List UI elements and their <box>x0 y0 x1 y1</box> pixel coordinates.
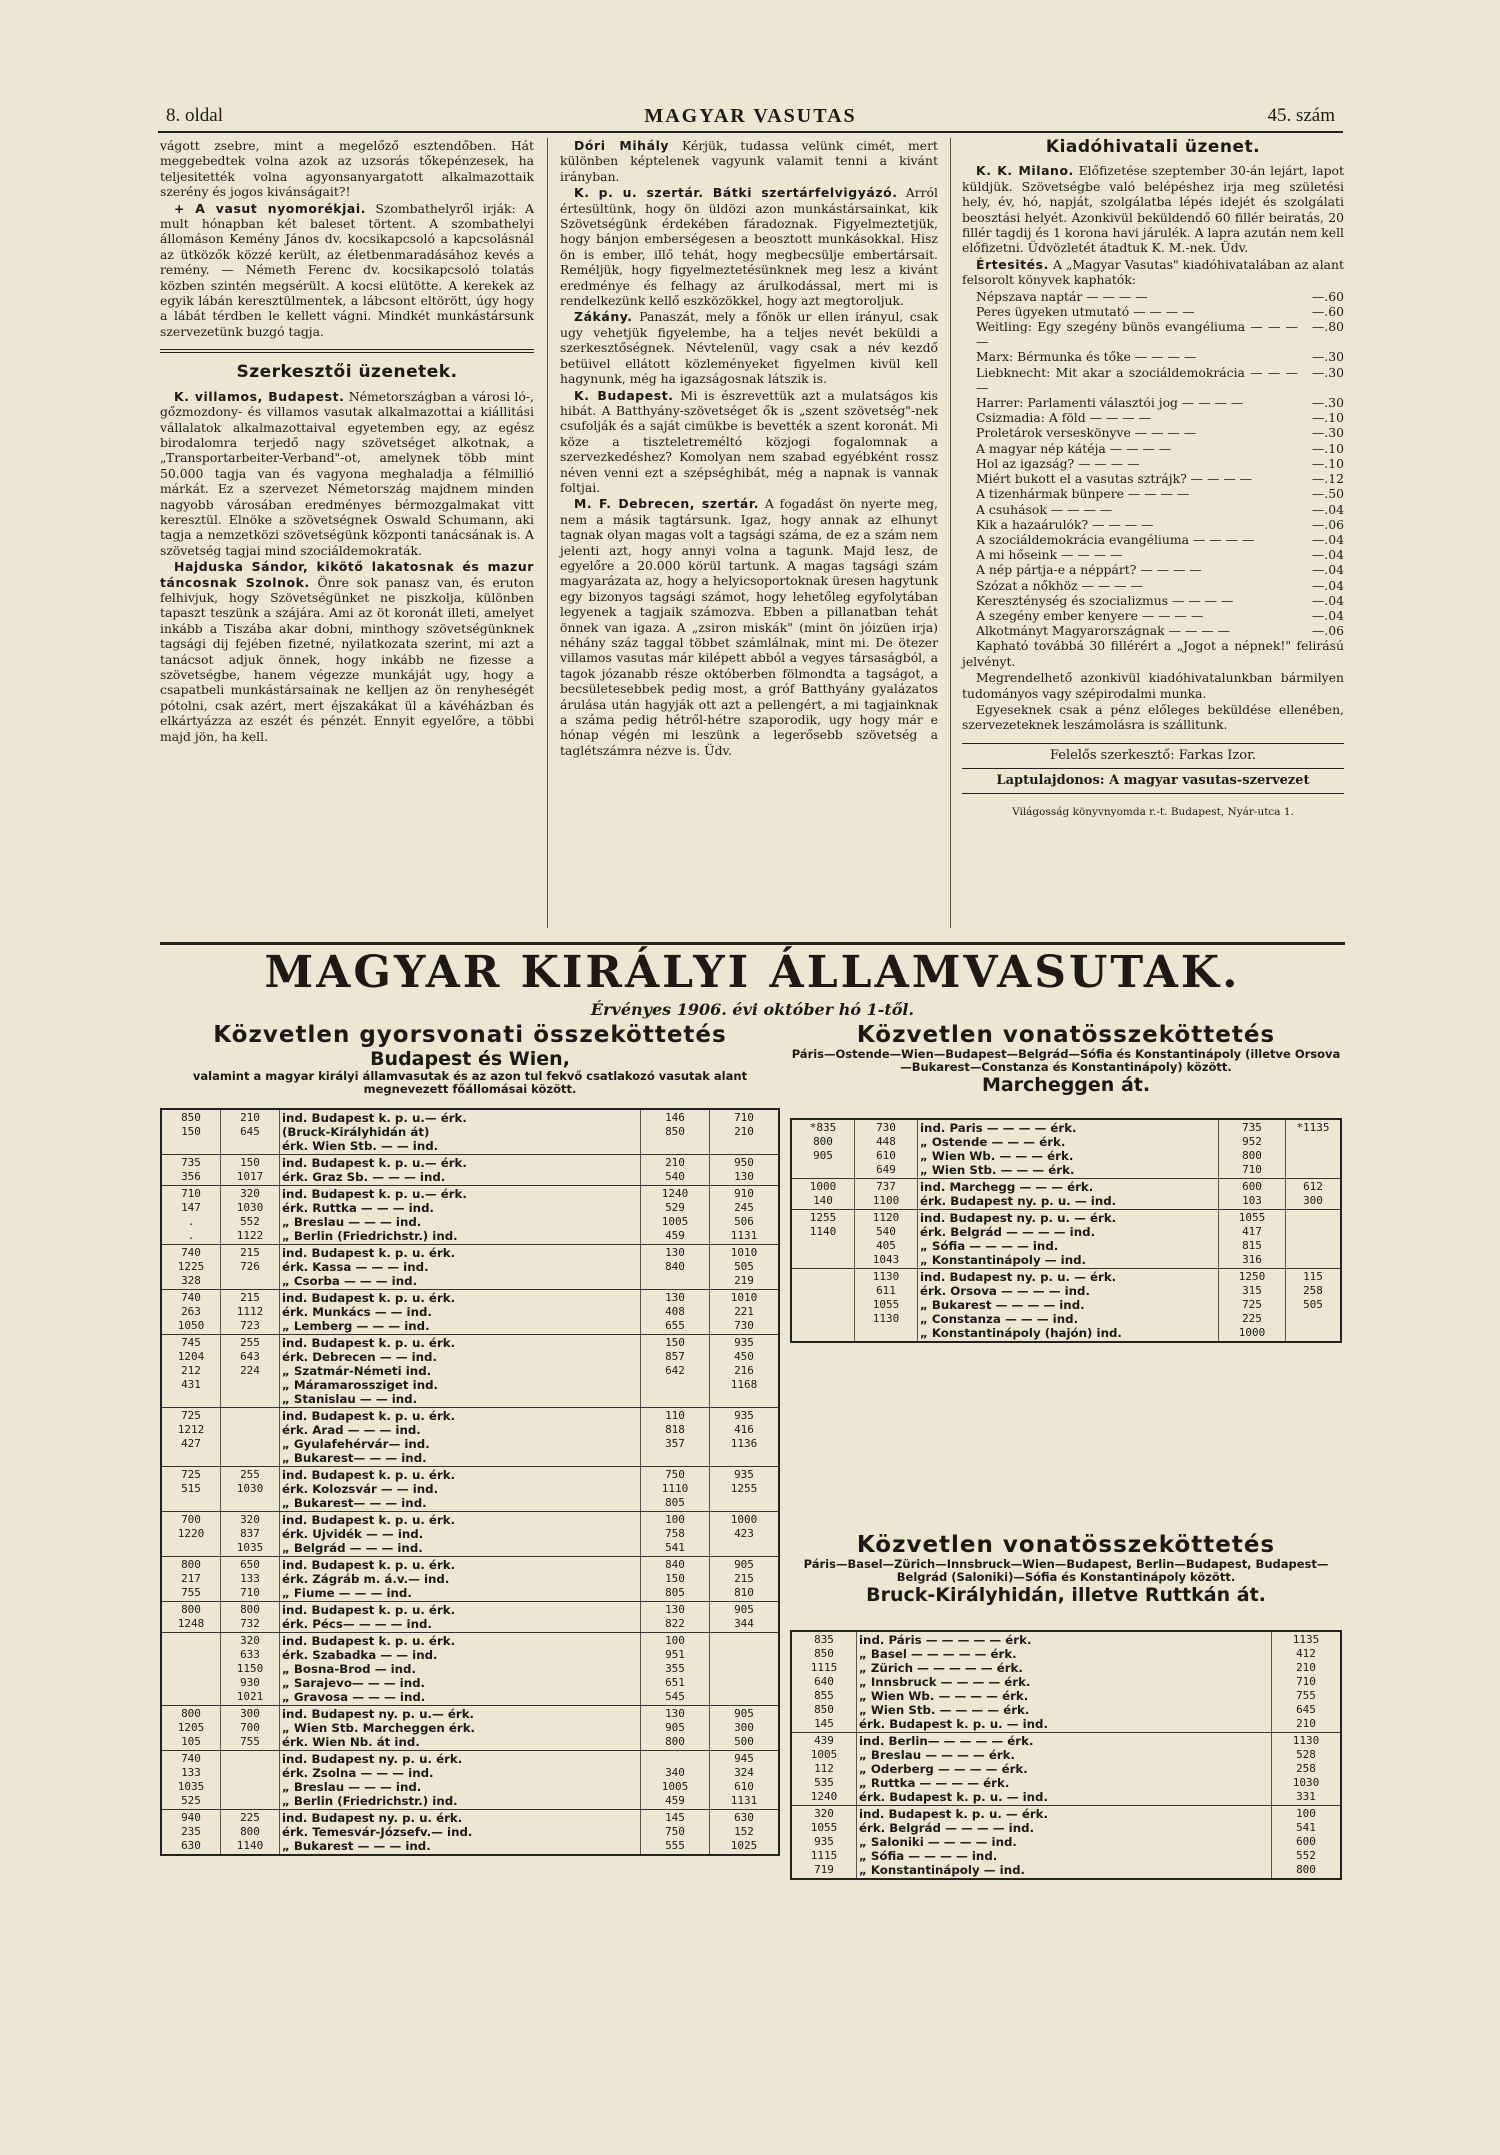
book-price: —.30 <box>1311 395 1344 411</box>
station-names: ind. Budapest k. p. u. érk. érk. Kassa — — — ind. „ Csorba — — — ind. <box>280 1245 641 1289</box>
times-b: 730 448 610 649 <box>855 1120 918 1178</box>
right-timetable-note: Páris—Ostende—Wien—Budapest—Belgrád—Sófia és Konstantinápoly (illetve Orsova—Bukarest—Constanza és Konstantinápoly) között. <box>791 1047 1341 1074</box>
book-title: A csuhások — — — — <box>976 501 1113 517</box>
station-names: ind. Budapest k. p. u. érk. érk. Pécs— — — — ind. <box>280 1602 641 1632</box>
timetable-row <box>162 1155 778 1186</box>
message-5-text: Panaszát, mely a főnök ur ellen irányul, csak ugy vehetjük figyelembe, ha a teljes nevét beküldi a szerkesztőségnek. Névtelenül, vagy csak a név kezdő betüivel ellátott közleményeket figyelmen kivül kell hagynunk, még ha igazságosnak látszik is. <box>560 309 938 387</box>
times-b: 1130 528 258 1030 331 <box>1292 1734 1320 1803</box>
timetable-row <box>162 1512 778 1557</box>
accident-article <box>160 201 534 340</box>
station-names: ind. Budapest k. p. u. érk. érk. Kolozsvár — — ind. „ Bukarest— — — ind. <box>280 1467 641 1511</box>
book-price: —.30 <box>1311 364 1344 380</box>
book-item <box>976 395 1344 410</box>
timetable-row <box>792 1269 1340 1341</box>
departure-times-b: 320 1030 552 1122 <box>221 1186 280 1244</box>
right-timetable-header <box>790 1022 1342 1096</box>
departure-times-a: 940 235 630 <box>162 1810 221 1854</box>
arrival-times-c: 1240 529 1005 459 <box>641 1186 710 1244</box>
timetable-row <box>162 1810 778 1854</box>
book-price: —.50 <box>1311 486 1344 502</box>
arrival-times-d: 935 416 1136 <box>730 1409 758 1450</box>
timetable-row <box>162 1408 778 1467</box>
departure-times-a: 800 217 755 <box>162 1557 221 1601</box>
intro-paragraph: vágott zsebre, mint a megelőző esztendőben. Hát meggebedtek volna azok az uzsorás tőkepénzesek, ha teljesitették volna agyonsanyargatott alkalmazottaik szerény és jogos kivánságait?! <box>160 138 534 200</box>
times-d: 115 258 505 <box>1303 1270 1323 1311</box>
left-timetable-grid <box>160 1108 780 1856</box>
times-a: 320 1055 935 1115 719 <box>792 1806 857 1878</box>
tail-2: Megrendelhető azonkivül kiadóhivatalunkban bármilyen tudományos vagy szépirodalmi munka. <box>962 670 1344 701</box>
arrival-times-d: 905 300 500 <box>734 1707 754 1748</box>
notice-text: A „Magyar Vasutas" kiadóhivatalában az alant felsorolt könyvek kaphatók: <box>962 256 1344 288</box>
book-title: A tizenhármak bünpere — — — — <box>976 486 1190 502</box>
times-a: 1255 1140 <box>792 1210 855 1268</box>
arrival-times-d: 910 245 506 1131 <box>730 1187 758 1242</box>
right2-timetable-title: Közvetlen vonatösszeköttetés <box>856 1532 1276 1558</box>
timetable-row <box>162 1290 778 1335</box>
message-2-title: Hajduska Sándor, kikötő lakatosnak és mazur táncosnak Szolnok. <box>160 559 534 590</box>
station-names: ind. Budapest ny. p. u. érk. érk. Temesvár-Józsefv.— ind. „ Bukarest — — — ind. <box>280 1810 641 1854</box>
book-price: —.04 <box>1311 607 1344 623</box>
message-5 <box>560 309 938 386</box>
times-b: 1120 540 405 1043 <box>855 1210 918 1268</box>
arrival-times-c: 100 758 541 <box>641 1512 710 1556</box>
departure-times-a: 725 515 <box>162 1467 221 1511</box>
book-title: A szegény ember kenyere — — — — <box>976 607 1204 623</box>
accident-text: Szombathelyről irják: A mult hónapban két baleset törtent. A szombathelyi állomáson Kemény János dv. kocsikapcsoló a kapcsolásnál az ütközők közzé került, az életbenmaradásához kevés a remény. — Németh Ferenc dv. kocsikapcsoló tolatás közben szintén megsérült. A kocsi elütötte. A kerekek az egyik lábán keresztülmentek, a lábcsont eltörött, úgy hogy a lábát térdben le kellett vágni. Mindkét munkástársunk szervezetünk buzgó tagja. <box>160 200 534 339</box>
station-names: ind. Budapest ny. p. u. — érk. érk. Orsova — — — — ind. „ Bukarest — — — — ind. „ Constanza — — — ind. „ Konstantinápoly (hajón) ind. <box>918 1269 1219 1341</box>
book-item <box>976 547 1344 562</box>
book-price: —.06 <box>1311 623 1344 639</box>
book-title: Csizmadia: A föld — — — — <box>976 410 1152 426</box>
station-names: ind. Budapest k. p. u. érk. érk. Munkács — — ind. „ Lemberg — — — ind. <box>280 1290 641 1334</box>
timetable-row <box>162 1602 778 1633</box>
timetable-row <box>792 1806 1340 1878</box>
message-5-title: Zákány. <box>574 309 633 325</box>
timetable-row <box>792 1179 1340 1210</box>
departure-times-b: 215 726 <box>221 1245 280 1289</box>
times-a <box>792 1269 855 1341</box>
departure-times-b: 800 732 <box>221 1602 280 1632</box>
times-c: 1055 417 815 316 <box>1219 1210 1286 1268</box>
times-b: 1130 611 1055 1130 <box>855 1269 918 1341</box>
book-item <box>976 623 1344 638</box>
departure-times-a <box>162 1633 221 1705</box>
book-item <box>976 319 1344 349</box>
departure-times-b: 210 645 <box>221 1110 280 1154</box>
station-names: ind. Budapest k. p. u. érk. érk. Arad — — — ind. „ Gyulafehérvár— ind. „ Bukarest— — — ind. <box>280 1408 641 1466</box>
message-6-text: Mi is észrevettük azt a mulatságos kis hibát. A Batthyány-szövetséget ők is „szent szövetség"-nek csufolják és a saját cimükbe is bevették a szent koronát. Mi köze a tiszteletreméltó közjogi fogalomnak a szervezkedéshez? Komolyan nem szabad egyébként rossz néven venni ezt a szépséghibát, még a napnak is vannak foltjai. <box>560 387 938 495</box>
book-item <box>976 471 1344 486</box>
times-d: 612 300 <box>1303 1180 1323 1207</box>
message-4 <box>560 185 938 308</box>
times-c: 600 103 <box>1219 1179 1286 1209</box>
message-1-title: K. villamos, Budapest. <box>174 388 345 404</box>
book-price: —.04 <box>1311 577 1344 593</box>
arrival-times-c: 750 1110 805 <box>641 1467 710 1511</box>
arrival-times-d: 1010 221 730 <box>730 1291 758 1332</box>
times-b: 737 1100 <box>855 1179 918 1209</box>
departure-times-a: 710 147 . . <box>162 1186 221 1244</box>
book-item <box>976 410 1344 425</box>
book-item <box>976 593 1344 608</box>
left-timetable-note: valamint a magyar királyi államvasutak és az azon tul fekvő csatlakozó vasutak alant megnevezett főállomásai között. <box>192 1069 748 1096</box>
arrival-times-c: 130 408 655 <box>641 1290 710 1334</box>
timetable-row <box>162 1186 778 1245</box>
newspaper-title: MAGYAR VASUTAS <box>644 105 857 127</box>
book-item <box>976 365 1344 395</box>
message-3 <box>560 138 938 184</box>
book-item <box>976 502 1344 517</box>
book-title: Marx: Bérmunka és tőke — — — — <box>976 349 1197 365</box>
departure-times-b: 650 133 710 <box>221 1557 280 1601</box>
arrival-times-d: 945 324 610 1131 <box>730 1752 758 1807</box>
message-3-text: Kérjük, tudassa velünk cimét, mert különben képtelenek vagyunk valamit tenni a kivánt irányban. <box>560 138 938 184</box>
times-a: *835 800 905 <box>792 1120 855 1178</box>
book-item <box>976 562 1344 577</box>
book-item <box>976 608 1344 623</box>
accident-title: + A vasut nyomorékjai. <box>174 200 367 216</box>
message-8 <box>962 163 1344 255</box>
book-title: Szózat a nőkhöz — — — — <box>976 577 1143 593</box>
book-price: —.04 <box>1311 531 1344 547</box>
book-item <box>976 532 1344 547</box>
book-price: —.12 <box>1311 471 1344 487</box>
arrival-times-c: 150 857 642 <box>641 1335 710 1407</box>
left-timetable-header <box>160 1022 780 1096</box>
timetable-row <box>792 1632 1340 1733</box>
column-3 <box>962 138 1344 824</box>
departure-times-a: 725 1212 427 <box>162 1408 221 1466</box>
book-item <box>976 486 1344 501</box>
times-a: 1000 140 <box>792 1179 855 1209</box>
departure-times-a: 800 1248 <box>162 1602 221 1632</box>
times-b: 1135 412 210 710 755 645 210 <box>1292 1633 1320 1730</box>
times-a: 835 850 1115 640 855 850 145 <box>792 1632 857 1732</box>
timetable-row <box>162 1335 778 1408</box>
book-price: —.06 <box>1311 516 1344 532</box>
book-item <box>976 456 1344 471</box>
timetable-row <box>162 1110 778 1155</box>
arrival-times-c: 100 951 355 651 545 <box>641 1633 710 1705</box>
right2-timetable-subtitle: Bruck-Királyhidán, illetve Ruttkán át. <box>866 1584 1266 1606</box>
station-names: ind. Paris — — — — érk. „ Ostende — — — érk. „ Wien Wb. — — — érk. „ Wien Stb. — — — érk. <box>918 1120 1219 1178</box>
right2-timetable-note: Páris—Basel—Zürich—Innsbruck—Wien—Budapest, Berlin—Budapest, Budapest—Belgrád (Saloniki)—Sófia és Konstantinápoly között. <box>803 1557 1329 1584</box>
timetable-row <box>162 1557 778 1602</box>
book-list <box>976 289 1344 639</box>
book-price: —.04 <box>1311 562 1344 578</box>
owner-line: Laptulajdonos: A magyar vasutas-szervezet <box>962 769 1344 794</box>
column-2 <box>560 138 938 759</box>
station-names: ind. Budapest k. p. u. — érk. érk. Belgrád — — — — ind. „ Saloniki — — — — ind. „ Sófia — — — — ind. „ Konstantinápoly — ind. <box>857 1806 1272 1878</box>
book-title: Alkotmányt Magyarországnak — — — — <box>976 623 1230 639</box>
book-title: A mi hőseink — — — — <box>976 547 1123 563</box>
arrival-times-d: 905 344 <box>734 1603 754 1630</box>
arrival-times-c: 146 850 <box>641 1110 710 1154</box>
tail-3: Egyeseknek csak a pénz előleges beküldése ellenében, szervezeteknek leszámolásra is szállitunk. <box>962 701 1344 733</box>
timetable-row <box>162 1633 778 1706</box>
departure-times-b: 320 633 1150 930 1021 <box>221 1633 280 1705</box>
imprint <box>962 743 1344 824</box>
column-separator <box>950 138 951 928</box>
times-c: 1250 315 725 225 1000 <box>1219 1269 1286 1341</box>
timetable-row <box>162 1751 778 1810</box>
book-item <box>976 517 1344 532</box>
message-6-title: K. Budapest. <box>574 387 674 403</box>
book-item <box>976 578 1344 593</box>
book-item <box>976 289 1344 304</box>
right2-timetable-grid <box>790 1630 1342 1880</box>
book-title: Hol az igazság? — — — — <box>976 455 1140 471</box>
timetable-row <box>162 1706 778 1751</box>
book-price: —.60 <box>1311 288 1344 304</box>
book-title: A szociáldemokrácia evangéliuma — — — — <box>976 531 1255 547</box>
timetable-row <box>792 1210 1340 1269</box>
departure-times-b: 255 643 224 <box>221 1335 280 1407</box>
book-title: Weitling: Egy szegény bünös evangéliuma — — — — <box>976 319 1298 350</box>
arrival-times-d: 935 450 216 1168 <box>730 1336 758 1391</box>
timetable-row <box>792 1120 1340 1179</box>
timetable-row <box>162 1467 778 1512</box>
message-1 <box>160 389 534 558</box>
column-separator <box>547 138 548 928</box>
station-names: ind. Budapest k. p. u.— érk. érk. Ruttka — — — ind. „ Breslau — — — ind. „ Berlin (Friedrichstr.) ind. <box>280 1186 641 1244</box>
arrival-times-c: 130 822 <box>641 1602 710 1632</box>
editor-line: Felelős szerkesztő: Farkas Izor. <box>962 743 1344 769</box>
column-1 <box>160 138 534 745</box>
section-rule <box>160 349 534 353</box>
station-names: ind. Budapest k. p. u. érk. érk. Zágráb m. á.v.— ind. „ Fiume — — — ind. <box>280 1557 641 1601</box>
book-title: A magyar nép kátéja — — — — <box>976 440 1172 456</box>
validity-line: Érvényes 1906. évi október hó 1-től. <box>590 1000 915 1019</box>
book-title: Népszava naptár — — — — <box>976 288 1148 304</box>
departure-times-a: 850 150 <box>162 1110 221 1154</box>
book-price: —.04 <box>1311 592 1344 608</box>
departure-times-a: 800 1205 105 <box>162 1706 221 1750</box>
tail-1: Kapható továbbá 30 fillérért a „Jogot a népnek!" felirású jelvényt. <box>962 638 1344 669</box>
page-header <box>158 105 1343 133</box>
book-price: —.10 <box>1311 455 1344 471</box>
arrival-times-d: 935 1255 <box>730 1468 758 1495</box>
departure-times-a: 740 133 1035 525 <box>162 1751 221 1809</box>
departure-times-a: 735 356 <box>162 1155 221 1185</box>
times-d <box>1286 1210 1340 1268</box>
arrival-times-d <box>710 1633 778 1705</box>
departure-times-b: 320 837 1035 <box>221 1512 280 1556</box>
right-timetable <box>790 1118 1342 1343</box>
book-title: Miért bukott el a vasutas sztrájk? — — — — <box>976 471 1253 487</box>
notice <box>962 257 1344 288</box>
book-title: Peres ügyeken utmutató — — — — <box>976 303 1195 319</box>
arrival-times-d: 1000 423 <box>730 1513 758 1540</box>
book-title: Harrer: Parlamenti választói jog — — — — <box>976 395 1244 411</box>
departure-times-a: 740 1225 328 <box>162 1245 221 1289</box>
station-names: ind. Berlin— — — — — érk. „ Breslau — — — — érk. „ Oderberg — — — — érk. „ Ruttka — — — — érk. érk. Budapest k. p. u. — ind. <box>857 1733 1272 1805</box>
book-item <box>976 441 1344 456</box>
book-price: —.30 <box>1311 349 1344 365</box>
departure-times-b: 300 700 755 <box>221 1706 280 1750</box>
book-price: —.80 <box>1311 319 1344 335</box>
times-d: *1135 <box>1296 1121 1330 1134</box>
arrival-times-c: 110 818 357 <box>641 1408 710 1466</box>
book-price: —.10 <box>1311 410 1344 426</box>
book-title: Proletárok verseskönyve — — — — <box>976 425 1197 441</box>
right2-timetable <box>790 1630 1342 1880</box>
left-timetable-subtitle: Budapest és Wien, <box>370 1048 570 1070</box>
section-title-publisher: Kiadóhivatali üzenet. <box>1045 137 1261 157</box>
book-price: —.04 <box>1311 501 1344 517</box>
station-names: ind. Budapest k. p. u. érk. érk. Ujvidék — — ind. „ Belgrád — — — ind. <box>280 1512 641 1556</box>
arrival-times-d: 905 215 810 <box>734 1558 754 1599</box>
arrival-times-c: 130 840 <box>641 1245 710 1289</box>
section-title-editorial: Szerkesztői üzenetek. <box>236 362 458 383</box>
message-1-text: Németországban a városi ló-, gőzmozdony- és villamos vasutak alkalmazottai a kiállitási vállalatok alkalmazottaival egyetemben egy, az egész birodalomra terjedő nagy szövetséget alkotnak, a „Transportarbeiter-Verband"-ot, amelynek több mint 50.000 tagja van és vagyona meghaladja a félmillió márkát. Ez a szervezet Németország majdnem minden nagyobb városában eredményes bérmozgalmakat vitt keresztül. Elnöke a szövetségnek Oswald Schumann, aki tagja a nemzetközi szövetségünk központi tanácsának is. A szövetség tagjai mind szociáldemokraták. <box>160 388 534 558</box>
arrival-times-d: 630 152 1025 <box>730 1811 758 1852</box>
left-timetable <box>160 1108 780 1856</box>
book-title: A nép pártja-e a néppárt? — — — — <box>976 562 1202 578</box>
departure-times-b: 255 1030 <box>221 1467 280 1511</box>
right-timetable-subtitle: Marcheggen át. <box>981 1074 1151 1096</box>
arrival-times-d: 1010 505 219 <box>730 1246 758 1287</box>
departure-times-a: 745 1204 212 431 <box>162 1335 221 1407</box>
message-7-title: M. F. Debrecen, szertár. <box>574 496 760 512</box>
railway-title: MAGYAR KIRÁLYI ÁLLAMVASUTAK. <box>160 942 1345 998</box>
timetable-row <box>792 1733 1340 1806</box>
arrival-times-c: 340 1005 459 <box>641 1751 710 1809</box>
right-timetable-title: Közvetlen vonatösszeköttetés <box>856 1022 1276 1048</box>
right-timetable-grid <box>790 1118 1342 1343</box>
times-b: 100 541 600 552 800 <box>1296 1807 1316 1876</box>
message-6 <box>560 388 938 496</box>
message-8-text: Előfizetése szeptember 30-án lejárt, lapot küldjük. Szövetségbe való belépéshez irja meg születési hely, év, hó, napját, szolgálatba lépés idejét és szolgálati beosztási helyét. Azonkivül beküldendő 60 fillér beiratás, 20 fillér tagdij és 1 korona havi járulék. A lapra azután nem kell előfizetni. Üdvözletét átadtuk K. M.-nek. Üdv. <box>962 163 1344 256</box>
book-title: Kik a hazaárulók? — — — — <box>976 516 1154 532</box>
page-number: 8. oldal <box>166 105 223 126</box>
departure-times-b: 150 1017 <box>221 1155 280 1185</box>
message-7-text: A fogadást ön nyerte meg, nem a másik tagtársunk. Igaz, hogy annak az elhunyt tagnak olyan magas volt a tagsági száma, de ez a szám nem jelenti azt, hogy annyi volna a tagunk. Majd lesz, de egyelőre a 20.000 körül tartunk. A magas tagsági szám magyarázata az, hogy a helyicsoportoknak üresen hagytunk egy bizonyos tagsági számot, hogy lehetőleg egyfolytában legyenek a tagjaik számozva. Ebben a pillanatban tehát önnek van igaza. A „zsiron miskák" (mint ön jóizüen irja) néhány száz taggal többet számlálnak, mint mi. De ötezer villamos vasutas már kilépett abból a vegyes társaságból, a tagok józanabb része októberben fölmondta a tagságot, a becsületesebbek pedig most, a gróf Batthyány gyalázatos árulása után hagyják ott azt a pellengért, a mi tagjainknak a száma pedig hétről-hétre szaporodik, ugy hogy már e hónap végén mi leszünk a legerősebb szövetség a taglétszámra nézve is. Üdv. <box>560 496 938 758</box>
message-2 <box>160 559 534 744</box>
station-names: ind. Budapest k. p. u. érk. érk. Szabadka — — ind. „ Bosna-Brod — ind. „ Sarajevo— — — ind. „ Gravosa — — — ind. <box>280 1633 641 1705</box>
message-8-title: K. K. Milano. <box>976 163 1074 179</box>
message-4-title: K. p. u. szertár. Bátki szertárfelvigyázó. <box>574 185 898 201</box>
issue-number: 45. szám <box>1267 105 1335 126</box>
book-item <box>976 349 1344 364</box>
book-price: —.60 <box>1311 303 1344 319</box>
station-names: ind. Budapest k. p. u.— érk. (Bruck-Királyhidán át) érk. Wien Stb. — — ind. <box>280 1110 641 1154</box>
arrival-times-c: 130 905 800 <box>641 1706 710 1750</box>
station-names: ind. Marchegg — — — érk. érk. Budapest ny. p. u. — ind. <box>918 1179 1219 1209</box>
arrival-times-d: 710 210 <box>734 1111 754 1138</box>
book-item <box>976 304 1344 319</box>
message-4-text: Arról értesültünk, hogy ön üldözi azon munkástársainkat, kik Szövetségünk érdekében fáradoznak. Figyelmeztetjük, hogy bánjon emberségesen a beosztott munkásokkal. Hisz ön is ember, illő tehát, hogy megbecsülje embertársait. Reméljük, hogy figyelmeztetésünknek meg lesz a kivánt eredménye és felhagy az árulkodással, mert mi is rendelkezünk kellő eszközökkel, hogy azt megtoroljuk. <box>560 185 938 309</box>
station-names: ind. Budapest ny. p. u. — érk. érk. Belgrád — — — — ind. „ Sófia — — — — ind. „ Konstantinápoly — ind. <box>918 1210 1219 1268</box>
station-names: ind. Budapest ny. p. u. érk. érk. Zsolna — — — ind. „ Breslau — — — ind. „ Berlin (Friedrichstr.) ind. <box>280 1751 641 1809</box>
left-timetable-title: Közvetlen gyorsvonati összeköttetés <box>213 1022 727 1048</box>
book-price: —.10 <box>1311 440 1344 456</box>
departure-times-a: 700 1220 <box>162 1512 221 1556</box>
book-title: Liebknecht: Mit akar a szociáldemokrácia — — — — <box>976 364 1298 395</box>
right2-timetable-header <box>790 1532 1342 1606</box>
printer-line: Világosság könyvnyomda r.-t. Budapest, Nyár-utca 1. <box>1012 805 1294 818</box>
arrival-times-c: 145 750 555 <box>641 1810 710 1854</box>
departure-times-b <box>221 1751 280 1809</box>
departure-times-a: 740 263 1050 <box>162 1290 221 1334</box>
message-2-text: Önre sok panasz van, és eruton felhivjuk, hogy Szövetségünket ne piszkolja, különben tapaszt teszünk a szájára. Ami az öt koronát illeti, amelyet inkább a Tiszába akar dobni, minthogy szövetségünknek tagsági dij fejében fizetné, nyilatkozata szerint, mi azt a tanácsot adjuk önnek, hogy inkább ne fizesse a szövetségbe, hanem végezze munkáját ugy, hogy a csapatbeli munkástársainak ne kelljen az ön renyheségét pótolni, csak azért, mert éjszakákat ül a kávéházban és elkártyázza az eszét és pénzét. Ennyit egyelőre, a többi majd jön, ha kell. <box>160 574 534 744</box>
departure-times-b <box>221 1408 280 1466</box>
notice-title: Értesités. <box>976 256 1049 272</box>
message-3-title: Dóri Mihály <box>574 138 670 153</box>
arrival-times-d: 950 130 <box>734 1156 754 1183</box>
station-names: ind. Budapest k. p. u.— érk. érk. Graz Sb. — — — ind. <box>280 1155 641 1185</box>
arrival-times-c: 210 540 <box>641 1155 710 1185</box>
book-item <box>976 425 1344 440</box>
book-title: Kereszténység és szocializmus — — — — <box>976 592 1234 608</box>
arrival-times-c: 840 150 805 <box>641 1557 710 1601</box>
departure-times-b: 215 1112 723 <box>221 1290 280 1334</box>
departure-times-b: 225 800 1140 <box>221 1810 280 1854</box>
timetable-row <box>162 1245 778 1290</box>
book-price: —.30 <box>1311 425 1344 441</box>
times-c: 735 952 800 710 <box>1219 1120 1286 1178</box>
book-price: —.04 <box>1311 547 1344 563</box>
station-names: ind. Páris — — — — — érk. „ Basel — — — — — érk. „ Zürich — — — — — érk. „ Innsbruck — — — — érk. „ Wien Wb. — — — — érk. „ Wien Stb. — — — — érk. érk. Budapest k. p. u. — ind. <box>857 1632 1272 1732</box>
message-7 <box>560 496 938 758</box>
station-names: ind. Budapest ny. p. u.— érk. „ Wien Stb. Marcheggen érk. érk. Wien Nb. át ind. <box>280 1706 641 1750</box>
times-a: 439 1005 112 535 1240 <box>792 1733 857 1805</box>
station-names: ind. Budapest k. p. u. érk. érk. Debrecen — — ind. „ Szatmár-Németi ind. „ Máramarossziget ind. „ Stanislau — — ind. <box>280 1335 641 1407</box>
